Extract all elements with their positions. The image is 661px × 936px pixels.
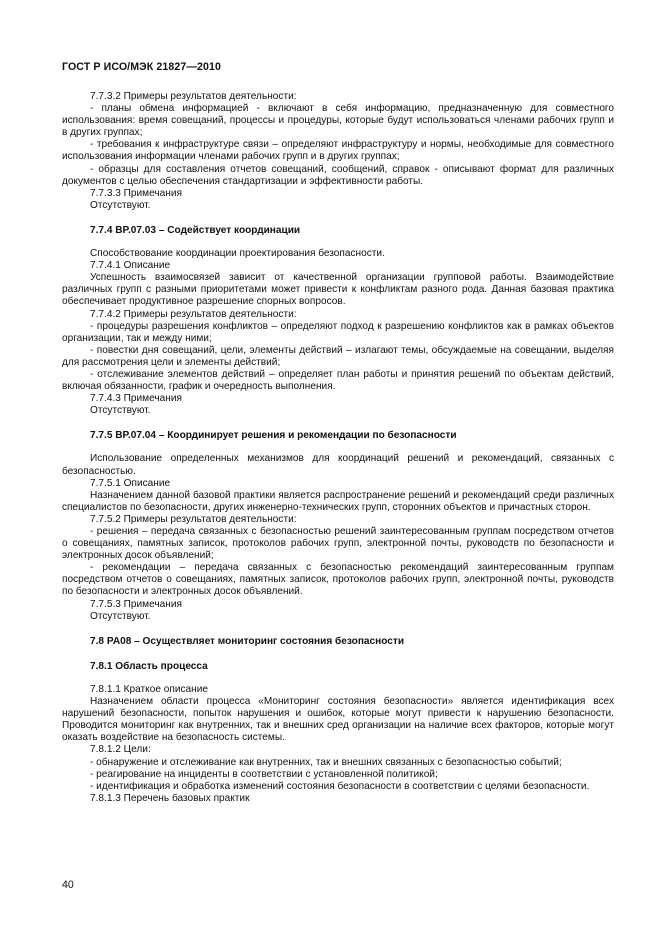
list-item: - отслеживание элементов действий – определяет план работы и принятия решений по объектам действий, включая обязанности, график и очередность выполнения. — [62, 368, 614, 393]
list-item: - решения – передача связанных с безопасностью решений заинтересованным группам посредством отчетов о совещаниях, памятных записок, протоколов рабочих групп, электронной почты, руководств по безопасности и электронных досок объявлений; — [62, 526, 614, 562]
list-item: - образцы для составления отчетов совещаний, сообщений, справок - описывают формат для различных документов с целью обеспечения стандартизации и эффективности работы. — [62, 163, 614, 187]
subsection-title-7-7-5-3: 7.7.5.3 Примечания — [90, 598, 182, 610]
section-intro: Использование определенных механизмов для координаций решений и рекомендаций, связанных с безопасностью. — [62, 453, 614, 477]
list-item: - идентификация и обработка изменений состояния безопасности в соответствии с целями безопасности. — [90, 780, 590, 792]
subsection-title-7-8-1-3: 7.8.1.3 Перечень базовых практик — [90, 792, 250, 804]
subsection-title-7-7-5-1: 7.7.5.1 Описание — [90, 477, 171, 489]
standard-code-header: ГОСТ Р ИСО/МЭК 21827—2010 — [62, 61, 221, 73]
subsection-title-7-7-4-1: 7.7.4.1 Описание — [90, 260, 171, 272]
section-heading-7-7-4: 7.7.4 BP.07.03 – Содействует координации — [90, 224, 301, 236]
list-item: - реагирование на инциденты в соответствии с установленной политикой; — [90, 768, 438, 780]
description-text: Назначением данной базовой практики является распространение решений и рекомендаций среди различных специалистов по безопасности, других инженерно-технических групп, сторонних объектов и причастных сторон. — [62, 489, 614, 513]
description-text: Назначением области процесса «Мониторинг состояния безопасности» является идентификация всех нарушений безопасности, попыток нарушения и ошибок, которые могут привести к нарушению безопасности. Проводится мониторинг как внутренних, так и внешних сред организации на наличие всех факторов, которые могут оказать воздействие на безопасность системы. — [62, 696, 614, 744]
subsection-title-7-7-5-2: 7.7.5.2 Примеры результатов деятельности: — [90, 513, 297, 525]
list-item: - повестки дня совещаний, цели, элементы действий – излагают темы, обсуждаемые на совещании, выделяя для рассмотрения цели и элементы действий; — [62, 344, 614, 368]
subsection-title-7-8-1-2: 7.8.1.2 Цели: — [90, 744, 151, 756]
list-item: - планы обмена информацией - включают в себя информацию, предназначенную для совместного использования: время совещаний, процессы и процедуры, которые будут использоваться членами рабочих групп и в других группах; — [62, 103, 614, 139]
subsection-title-7-7-3-3: 7.7.3.3 Примечания — [90, 187, 182, 199]
list-item: - обнаружение и отслеживание как внутренних, так и внешних связанных с безопасностью событий; — [90, 756, 562, 768]
list-item: - рекомендации – передача связанных с безопасностью рекомендаций заинтересованным группам посредством отчетов о совещаниях, памятных записок, протоколов рабочих групп, электронной почты, руководств по безопасности и электронных досок объявлений. — [62, 562, 614, 598]
list-item: - процедуры разрешения конфликтов – определяют подход к разрешению конфликтов как в рамках объектов организации, так и между ними; — [62, 320, 614, 344]
notes-text: Отсутствуют. — [90, 405, 151, 417]
notes-text: Отсутствуют. — [90, 199, 151, 211]
section-heading-7-7-5: 7.7.5 BP.07.04 – Координирует решения и рекомендации по безопасности — [90, 430, 457, 442]
section-heading-7-8: 7.8 PA08 – Осуществляет мониторинг состояния безопасности — [90, 635, 405, 647]
document-body — [62, 91, 614, 805]
subsection-title-7-7-3-2: 7.7.3.2 Примеры результатов деятельности: — [90, 91, 297, 102]
notes-text: Отсутствуют. — [90, 610, 151, 622]
description-text: Успешность взаимосвязей зависит от качественной организации групповой работы. Взаимодействие различных групп с разными приоритетами может привести к конфликтам разного рода. Данная базовая практика обеспечивает продуктивное разрешение спорных вопросов. — [62, 272, 614, 308]
subsection-title-7-7-4-2: 7.7.4.2 Примеры результатов деятельности: — [90, 308, 297, 320]
section-heading-7-8-1: 7.8.1 Область процесса — [90, 660, 208, 672]
page-number: 40 — [62, 879, 74, 891]
list-item: - требования к инфраструктуре связи – определяют инфраструктуру и нормы, необходимые для совместного использования информации членами рабочих групп и в других группах; — [62, 139, 614, 163]
subsection-title-7-7-4-3: 7.7.4.3 Примечания — [90, 393, 182, 405]
section-intro: Способствование координации проектирования безопасности. — [90, 248, 385, 260]
subsection-title-7-8-1-1: 7.8.1.1 Краткое описание — [90, 683, 208, 695]
